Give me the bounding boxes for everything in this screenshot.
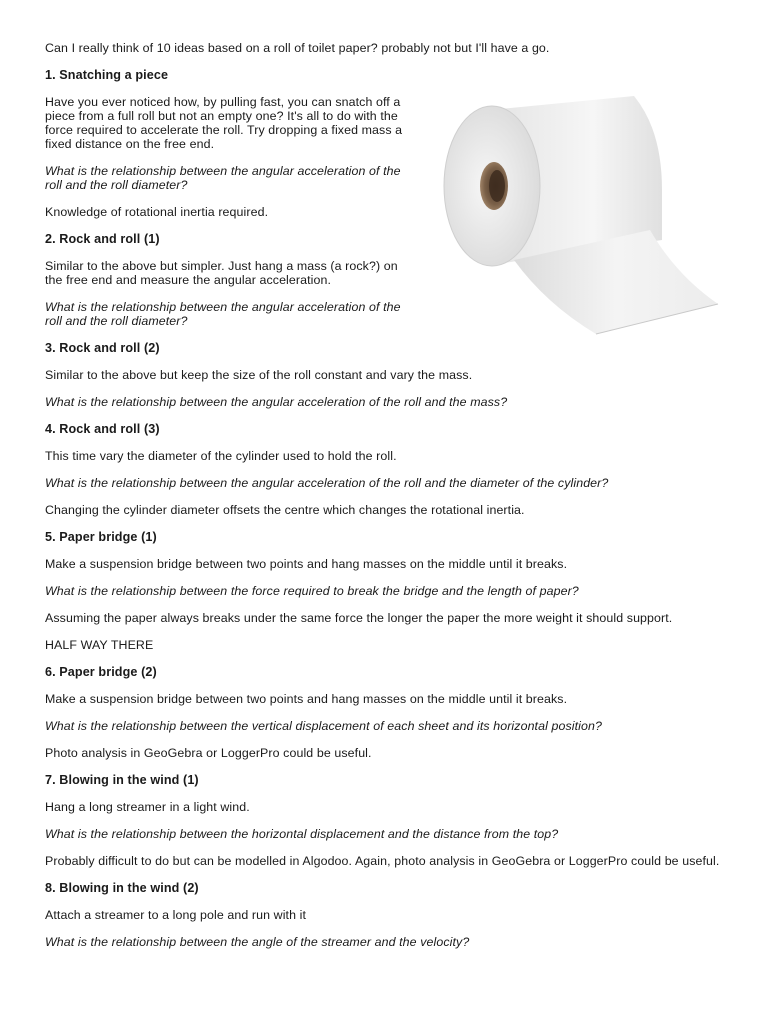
intro-text: Can I really think of 10 ideas based on a roll of toilet paper? probably not but I'll have a go. <box>45 41 550 55</box>
section-3-question: What is the relationship between the angular acceleration of the roll and the mass? <box>45 395 508 409</box>
heading-2: 2. Rock and roll (1) <box>45 232 160 246</box>
section-5-text: Make a suspension bridge between two points and hang masses on the middle until it breaks. <box>45 557 568 571</box>
section-2-text: Similar to the above but simpler. Just hang a mass (a rock?) on the free end and measure the angular acceleration. <box>45 259 398 287</box>
section-6-question: What is the relationship between the vertical displacement of each sheet and its horizontal position? <box>45 719 602 733</box>
section-5-question: What is the relationship between the force required to break the bridge and the length of paper? <box>45 584 579 598</box>
section-1-question: What is the relationship between the angular acceleration of the roll and the roll diameter? <box>45 164 401 192</box>
heading-4: 4. Rock and roll (3) <box>45 422 160 436</box>
heading-8: 8. Blowing in the wind (2) <box>45 881 199 895</box>
document-body <box>45 41 735 962</box>
section-2-question: What is the relationship between the angular acceleration of the roll and the roll diameter? <box>45 300 401 328</box>
section-8-question: What is the relationship between the angle of the streamer and the velocity? <box>45 935 470 949</box>
section-6-note: Photo analysis in GeoGebra or LoggerPro could be useful. <box>45 746 372 760</box>
heading-1: 1. Snatching a piece <box>45 68 169 82</box>
heading-7: 7. Blowing in the wind (1) <box>45 773 199 787</box>
halfway-text: HALF WAY THERE <box>45 638 154 652</box>
section-4-question: What is the relationship between the angular acceleration of the roll and the diameter of the cylinder? <box>45 476 609 490</box>
heading-5: 5. Paper bridge (1) <box>45 530 157 544</box>
section-4-text: This time vary the diameter of the cylinder used to hold the roll. <box>45 449 397 463</box>
section-1-text: Have you ever noticed how, by pulling fast, you can snatch off a piece from a full roll but not an empty one? It's all to do with the force required to accelerate the roll. Try dropping a fixed mass a fixed distance on the free end. <box>45 95 403 151</box>
section-1-note: Knowledge of rotational inertia required. <box>45 205 269 219</box>
section-6-text: Make a suspension bridge between two points and hang masses on the middle until it breaks. <box>45 692 568 706</box>
section-5-note: Assuming the paper always breaks under the same force the longer the paper the more weight it should support. <box>45 611 673 625</box>
section-8-text: Attach a streamer to a long pole and run with it <box>45 908 307 922</box>
heading-6: 6. Paper bridge (2) <box>45 665 157 679</box>
section-3-text: Similar to the above but keep the size of the roll constant and vary the mass. <box>45 368 473 382</box>
section-4-note: Changing the cylinder diameter offsets the centre which changes the rotational inertia. <box>45 503 525 517</box>
heading-3: 3. Rock and roll (2) <box>45 341 160 355</box>
section-7-note: Probably difficult to do but can be modelled in Algodoo. Again, photo analysis in GeoGebra or LoggerPro could be useful. <box>45 854 720 868</box>
section-7-question: What is the relationship between the horizontal displacement and the distance from the top? <box>45 827 559 841</box>
section-7-text: Hang a long streamer in a light wind. <box>45 800 250 814</box>
